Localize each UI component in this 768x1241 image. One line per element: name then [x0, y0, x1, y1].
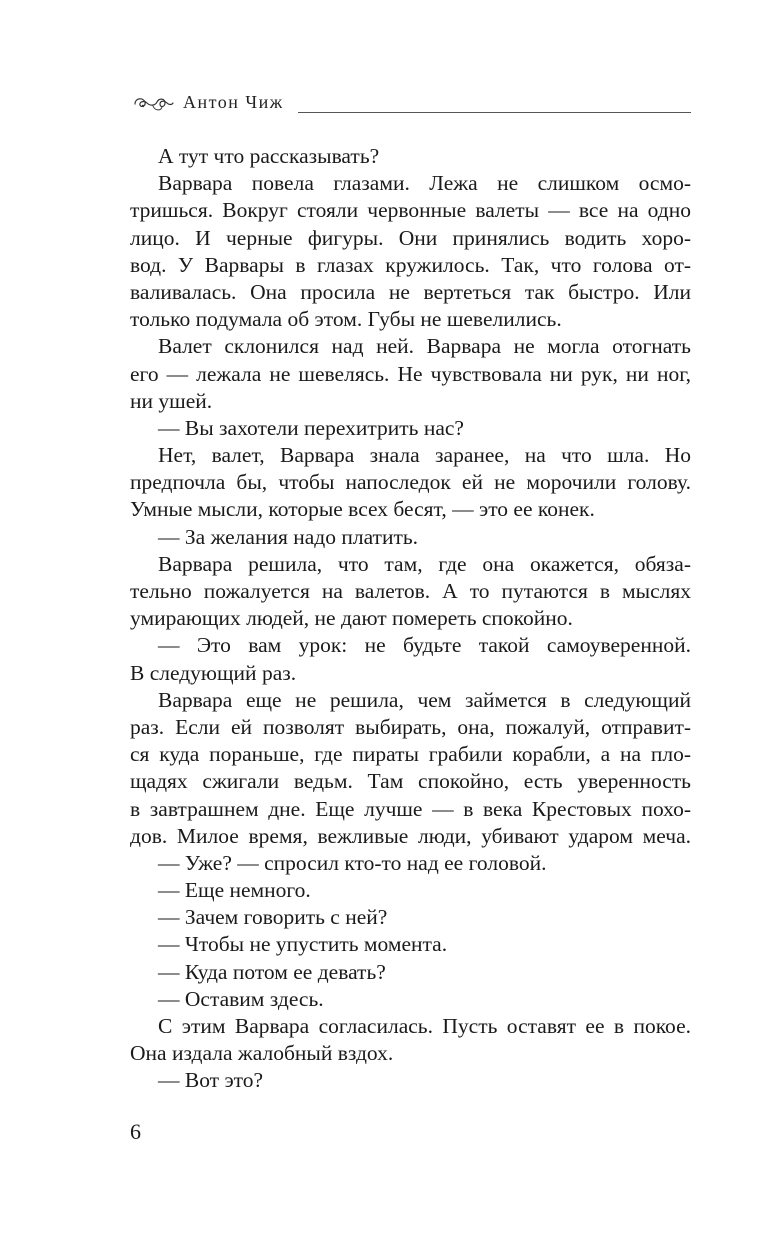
- flourish-ornament-icon: [133, 94, 175, 112]
- header-rule: [298, 112, 691, 113]
- text-line: раз. Если ей позволят выбирать, она, пожалуй, отправит-: [130, 714, 691, 739]
- text-line: ни ушей.: [130, 388, 213, 413]
- text-line: только подумала об этом. Губы не шевелились.: [130, 307, 562, 332]
- text-line: — Зачем говорить с ней?: [158, 905, 388, 930]
- text-line: лицо. И черные фигуры. Они принялись водить хоро-: [130, 225, 691, 250]
- text-line: Варвара повела глазами. Лежа не слишком осмо-: [158, 171, 691, 196]
- text-line: — Вы захотели перехитрить нас?: [158, 415, 464, 440]
- text-line: дов. Милое время, вежливые люди, убивают ударом меча.: [130, 823, 691, 848]
- text-line: предпочла бы, чтобы напоследок ей не морочили голову.: [130, 470, 691, 495]
- text-line: тришься. Вокруг стояли червонные валеты — все на одно: [130, 198, 691, 223]
- text-line: — Это вам урок: не будьте такой самоуверенной.: [158, 633, 691, 658]
- running-header: [133, 92, 691, 114]
- text-line: в завтрашнем дне. Еще лучше — в века Крестовых похо-: [130, 796, 691, 821]
- text-line: — Чтобы не упустить момента.: [158, 932, 448, 957]
- text-line: А тут что рассказывать?: [158, 144, 380, 168]
- text-line: его — лежала не шевелясь. Не чувствовала ни рук, ни ног,: [130, 361, 691, 386]
- text-line: — Вот это?: [158, 1068, 264, 1093]
- text-line: умирающих людей, не дают помереть спокойно.: [130, 606, 573, 631]
- running-header-author: Антон Чиж: [183, 92, 284, 112]
- body-text: [130, 143, 691, 1095]
- text-line: Варвара еще не решила, чем займется в следующий: [158, 687, 691, 712]
- text-line: вод. У Варвары в глазах кружилось. Так, что голова от-: [130, 252, 691, 277]
- text-line: — За желания надо платить.: [158, 524, 419, 549]
- text-line: Нет, валет, Варвара знала заранее, на что шла. Но: [158, 443, 691, 468]
- text-line: тельно пожалуется на валетов. А то путаются в мыслях: [130, 579, 691, 603]
- text-line: ся куда пораньше, где пираты грабили корабли, а на пло-: [130, 742, 691, 767]
- text-line: Варвара решила, что там, где она окажется, обяза-: [158, 551, 691, 576]
- text-line: — Оставим здесь.: [158, 986, 324, 1011]
- page-number: 6: [130, 1119, 141, 1144]
- text-line: — Куда потом ее девать?: [158, 959, 386, 984]
- text-line: В следующий раз.: [130, 660, 297, 685]
- text-line: Она издала жалобный вздох.: [130, 1041, 394, 1066]
- text-line: Валет склонился над ней. Варвара не могла отогнать: [158, 334, 691, 359]
- text-line: щадях сжигали ведьм. Там спокойно, есть уверенность: [130, 769, 691, 794]
- text-line: Умные мысли, которые всех бесят, — это ее конек.: [130, 497, 595, 522]
- text-line: — Уже? — спросил кто-то над ее головой.: [158, 850, 547, 875]
- text-line: — Еще немного.: [158, 878, 311, 903]
- text-line: валивалась. Она просила не вертеться так быстро. Или: [130, 279, 691, 304]
- text-line: С этим Варвара согласилась. Пусть оставят ее в покое.: [158, 1014, 691, 1038]
